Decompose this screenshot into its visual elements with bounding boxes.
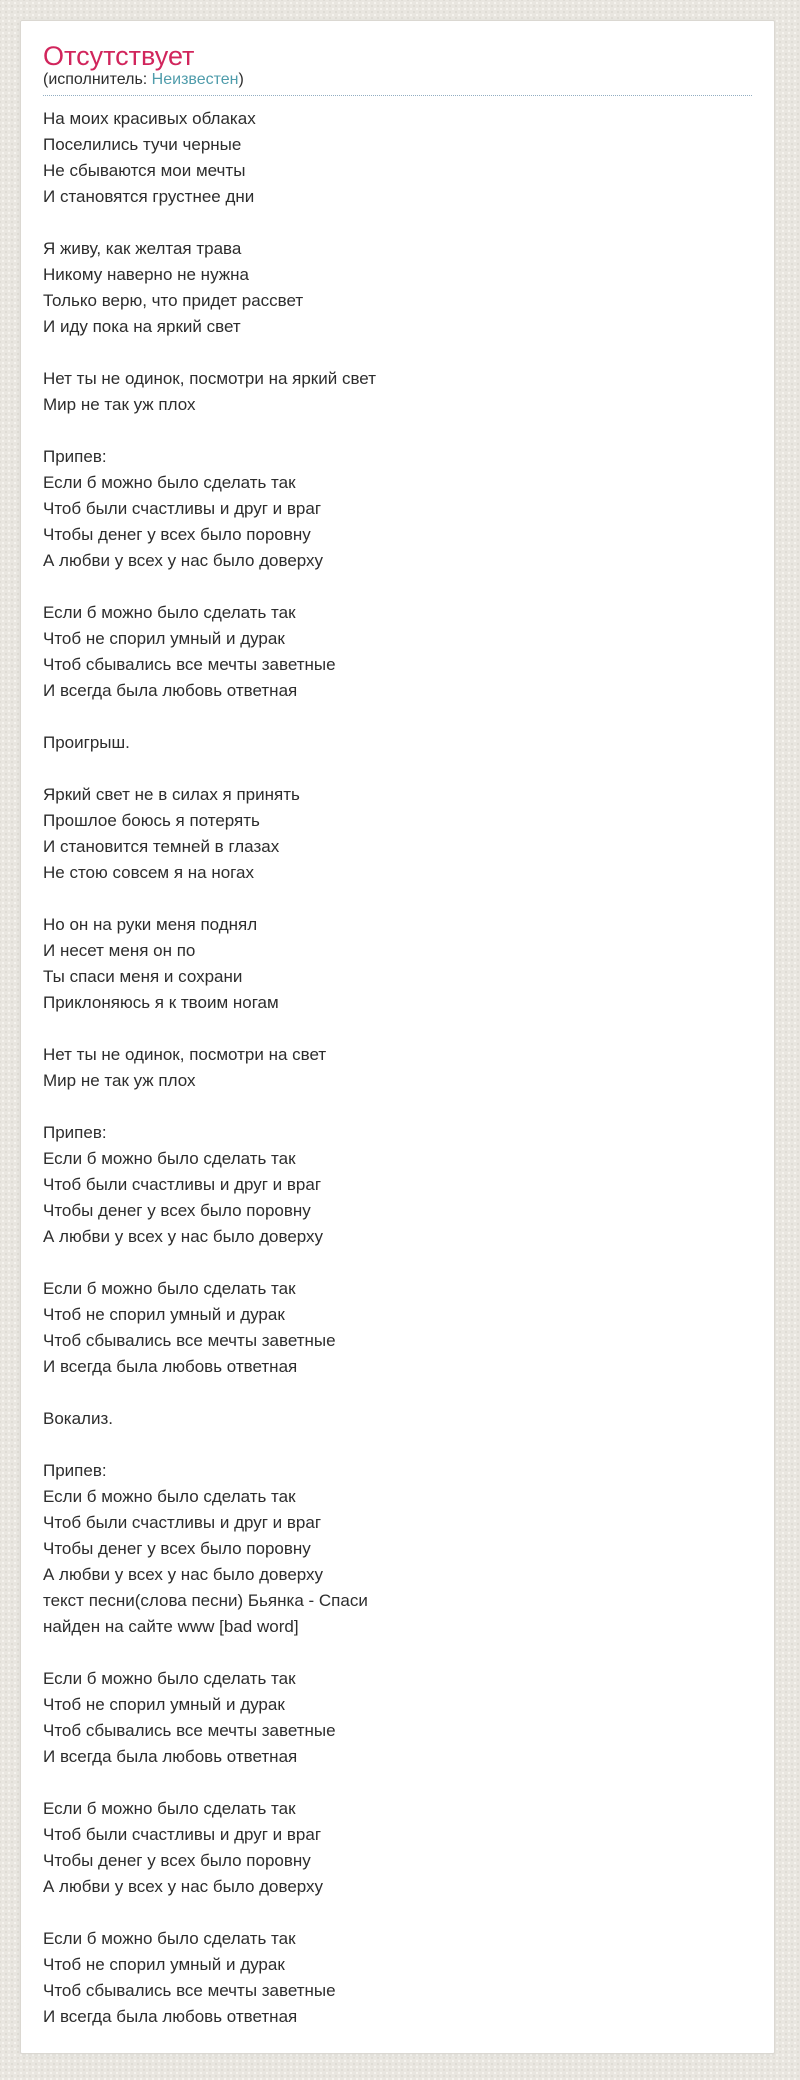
lyric-line: И становится темней в глазах	[43, 837, 280, 856]
lyric-line: Чтоб были счастливы и друг и враг	[43, 1513, 322, 1532]
lyrics-block	[43, 106, 752, 2030]
lyric-line: Вокализ.	[43, 1409, 113, 1428]
lyric-line	[43, 210, 752, 236]
artist-label-suffix: )	[238, 71, 244, 88]
lyric-line: Чтобы денег у всех было поровну	[43, 525, 311, 544]
lyric-line: Никому наверно не нужна	[43, 265, 249, 284]
lyric-line: Чтоб были счастливы и друг и враг	[43, 499, 322, 518]
lyric-line: Чтоб не спорил умный и дурак	[43, 629, 285, 648]
lyric-line	[43, 704, 752, 730]
lyric-line: Прошлое боюсь я потерять	[43, 811, 260, 830]
song-title: Отсутствует	[43, 41, 195, 71]
lyric-line: Чтоб были счастливы и друг и враг	[43, 1175, 322, 1194]
lyric-line: найден на сайте www [bad word]	[43, 1617, 299, 1636]
lyric-line: Если б можно было сделать так	[43, 1487, 296, 1506]
lyric-line	[43, 1094, 752, 1120]
lyric-line	[43, 1640, 752, 1666]
lyric-line	[43, 574, 752, 600]
lyric-line: Если б можно было сделать так	[43, 603, 296, 622]
lyric-line	[43, 1900, 752, 1926]
lyric-line: А любви у всех у нас было доверху	[43, 1227, 324, 1246]
lyric-line: Если б можно было сделать так	[43, 1799, 296, 1818]
lyric-line	[43, 340, 752, 366]
lyric-line: Чтоб не спорил умный и дурак	[43, 1695, 285, 1714]
card-content	[21, 21, 774, 2052]
lyric-line: Если б можно было сделать так	[43, 1669, 296, 1688]
lyric-line: А любви у всех у нас было доверху	[43, 551, 324, 570]
lyric-line	[43, 886, 752, 912]
lyric-line: Чтоб сбывались все мечты заветные	[43, 655, 336, 674]
lyric-line: И всегда была любовь ответная	[43, 681, 298, 700]
lyric-line: Я живу, как желтая трава	[43, 239, 242, 258]
lyric-line: Припев:	[43, 1123, 107, 1142]
lyric-line: текст песни(слова песни) Бьянка - Спаси	[43, 1591, 368, 1610]
lyric-line: Чтобы денег у всех было поровну	[43, 1201, 311, 1220]
lyric-line: Чтоб сбывались все мечты заветные	[43, 1721, 336, 1740]
lyric-line	[43, 418, 752, 444]
lyric-line: Припев:	[43, 447, 107, 466]
lyric-line: Чтоб не спорил умный и дурак	[43, 1955, 285, 1974]
lyric-line: Не стою совсем я на ногах	[43, 863, 254, 882]
lyric-line	[43, 1432, 752, 1458]
lyric-line: Если б можно было сделать так	[43, 1149, 296, 1168]
lyric-line: Мир не так уж плох	[43, 1071, 196, 1090]
lyric-line	[43, 1770, 752, 1796]
lyric-line: На моих красивых облаках	[43, 109, 256, 128]
artist-link[interactable]: Неизвестен	[151, 71, 239, 88]
lyric-line: Чтоб не спорил умный и дурак	[43, 1305, 285, 1324]
lyric-line: И несет меня он по	[43, 941, 196, 960]
lyric-line: И всегда была любовь ответная	[43, 1357, 298, 1376]
artist-label: (исполнитель:	[43, 71, 152, 88]
lyric-line: Нет ты не одинок, посмотри на свет	[43, 1045, 327, 1064]
lyric-line: Нет ты не одинок, посмотри на яркий свет	[43, 369, 376, 388]
lyric-line: Яркий свет не в силах я принять	[43, 785, 300, 804]
lyric-line: И становятся грустнее дни	[43, 187, 255, 206]
lyric-line: Мир не так уж плох	[43, 395, 196, 414]
lyric-line	[43, 1250, 752, 1276]
lyric-line: Чтоб сбывались все мечты заветные	[43, 1981, 336, 2000]
lyric-line: Только верю, что придет рассвет	[43, 291, 304, 310]
lyric-line: Не сбываются мои мечты	[43, 161, 246, 180]
lyric-line: Припев:	[43, 1461, 107, 1480]
lyric-line: Приклоняюсь я к твоим ногам	[43, 993, 279, 1012]
lyric-line: Но он на руки меня поднял	[43, 915, 258, 934]
lyric-line: Если б можно было сделать так	[43, 473, 296, 492]
lyric-line: А любви у всех у нас было доверху	[43, 1565, 324, 1584]
lyric-line: Чтоб были счастливы и друг и враг	[43, 1825, 322, 1844]
lyric-line: Проигрыш.	[43, 733, 130, 752]
lyric-line: Если б можно было сделать так	[43, 1279, 296, 1298]
lyric-line: А любви у всех у нас было доверху	[43, 1877, 324, 1896]
lyrics-card	[20, 20, 775, 2054]
lyric-line: Чтобы денег у всех было поровну	[43, 1851, 311, 1870]
lyric-line: Поселились тучи черные	[43, 135, 242, 154]
lyric-line	[43, 1380, 752, 1406]
lyric-line: И всегда была любовь ответная	[43, 1747, 298, 1766]
lyric-line: И иду пока на яркий свет	[43, 317, 241, 336]
lyric-line: Чтобы денег у всех было поровну	[43, 1539, 311, 1558]
lyric-line: И всегда была любовь ответная	[43, 2007, 298, 2026]
lyric-line: Ты спаси меня и сохрани	[43, 967, 243, 986]
lyric-line: Чтоб сбывались все мечты заветные	[43, 1331, 336, 1350]
lyric-line	[43, 1016, 752, 1042]
artist-line	[43, 71, 752, 96]
lyric-line: Если б можно было сделать так	[43, 1929, 296, 1948]
lyric-line	[43, 756, 752, 782]
